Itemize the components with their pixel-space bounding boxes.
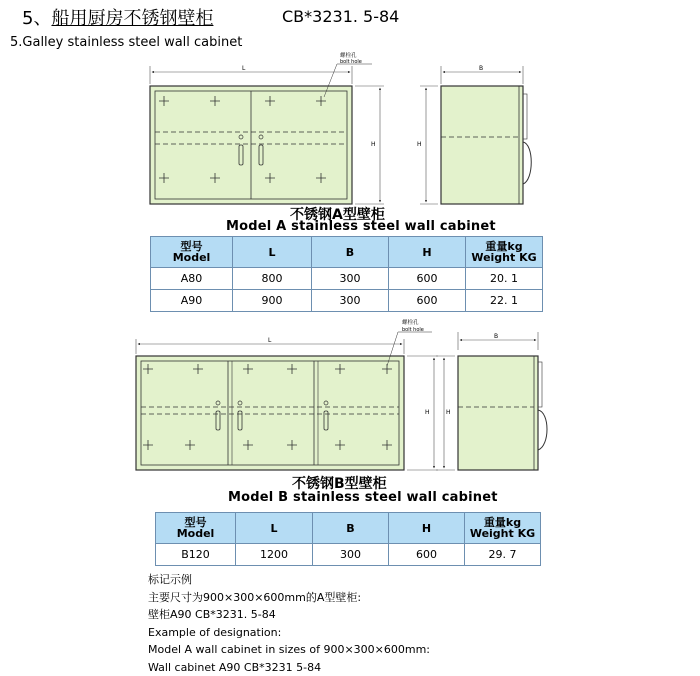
- cabinet-side: [458, 356, 538, 470]
- cell-h: 600: [389, 268, 466, 290]
- column-header-l: L: [236, 513, 313, 544]
- note-line: 标记示例: [148, 571, 430, 589]
- model-a-caption-cn: 不锈钢A型壁柜: [290, 204, 385, 224]
- bolt-hole-label-cn: 螺栓孔: [402, 318, 419, 326]
- standard-code: CB*3231. 5-84: [282, 7, 399, 26]
- table-row: [151, 268, 543, 290]
- column-header-b: B: [312, 237, 389, 268]
- door-handle-icon: [523, 142, 531, 184]
- column-header-l: L: [233, 237, 312, 268]
- column-header-h: H: [389, 237, 466, 268]
- cell-model: B120: [156, 544, 236, 566]
- cell-l: 900: [233, 290, 312, 312]
- dim-label-h: H: [371, 141, 376, 148]
- door-handle-icon: [538, 410, 547, 450]
- cell-h: 600: [389, 290, 466, 312]
- dim-label-l: L: [268, 337, 272, 344]
- section-number: 5、: [22, 8, 51, 29]
- note-line: Example of designation:: [148, 624, 430, 642]
- bolt-hole-label-en: bolt hole: [402, 327, 424, 333]
- note-line: Wall cabinet A90 CB*3231 5-84: [148, 659, 430, 676]
- table-row: [151, 290, 543, 312]
- cell-weight: 20. 1: [466, 268, 543, 290]
- column-header-model: 型号 Model: [151, 237, 233, 268]
- dim-label-h: H: [417, 141, 422, 148]
- column-header-weight: 重量kg Weight KG: [465, 513, 541, 544]
- note-line: 壁柜A90 CB*3231. 5-84: [148, 606, 430, 624]
- note-line: 主要尺寸为900×300×600mm的A型壁柜:: [148, 589, 430, 607]
- column-header-b: B: [313, 513, 389, 544]
- column-header-model: 型号 Model: [156, 513, 236, 544]
- designation-example: [148, 571, 430, 676]
- cabinet-side: [441, 86, 523, 204]
- bolt-hole-label-en: bolt hole: [340, 59, 362, 65]
- dim-label-l: L: [242, 65, 246, 72]
- model-b-spec-table: [155, 512, 541, 566]
- page-title-english: 5.Galley stainless steel wall cabinet: [10, 35, 242, 50]
- bolt-hole-label-cn: 螺栓孔: [340, 51, 357, 59]
- cell-b: 300: [312, 290, 389, 312]
- dim-label-b: B: [494, 333, 498, 340]
- table-header-row: [151, 237, 543, 268]
- cell-model: A80: [151, 268, 233, 290]
- dim-label-h: H: [446, 409, 451, 416]
- cell-model: A90: [151, 290, 233, 312]
- cell-h: 600: [389, 544, 465, 566]
- model-b-side-view: [436, 332, 547, 470]
- model-b-caption-cn: 不锈钢B型壁柜: [292, 473, 387, 493]
- column-header-h: H: [389, 513, 465, 544]
- note-line: Model A wall cabinet in sizes of 900×300×600mm:: [148, 641, 430, 659]
- table-row: [156, 544, 541, 566]
- section-title-cn: 船用厨房不锈钢壁柜: [51, 8, 213, 29]
- cabinet-body: [136, 356, 404, 470]
- cell-l: 800: [233, 268, 312, 290]
- cell-b: 300: [312, 268, 389, 290]
- column-header-weight: 重量kg Weight KG: [466, 237, 543, 268]
- model-a-side-view: [417, 65, 531, 204]
- model-b-caption-en: Model B stainless steel wall cabinet: [228, 490, 498, 505]
- model-a-front-view: [150, 51, 384, 204]
- dim-label-h: H: [425, 409, 430, 416]
- model-b-front-view: [136, 318, 438, 470]
- table-header-row: [156, 513, 541, 544]
- cell-b: 300: [313, 544, 389, 566]
- model-a-spec-table: [150, 236, 543, 312]
- cell-weight: 22. 1: [466, 290, 543, 312]
- cell-l: 1200: [236, 544, 313, 566]
- dim-label-b: B: [479, 65, 483, 72]
- cell-weight: 29. 7: [465, 544, 541, 566]
- model-a-caption-en: Model A stainless steel wall cabinet: [226, 219, 496, 234]
